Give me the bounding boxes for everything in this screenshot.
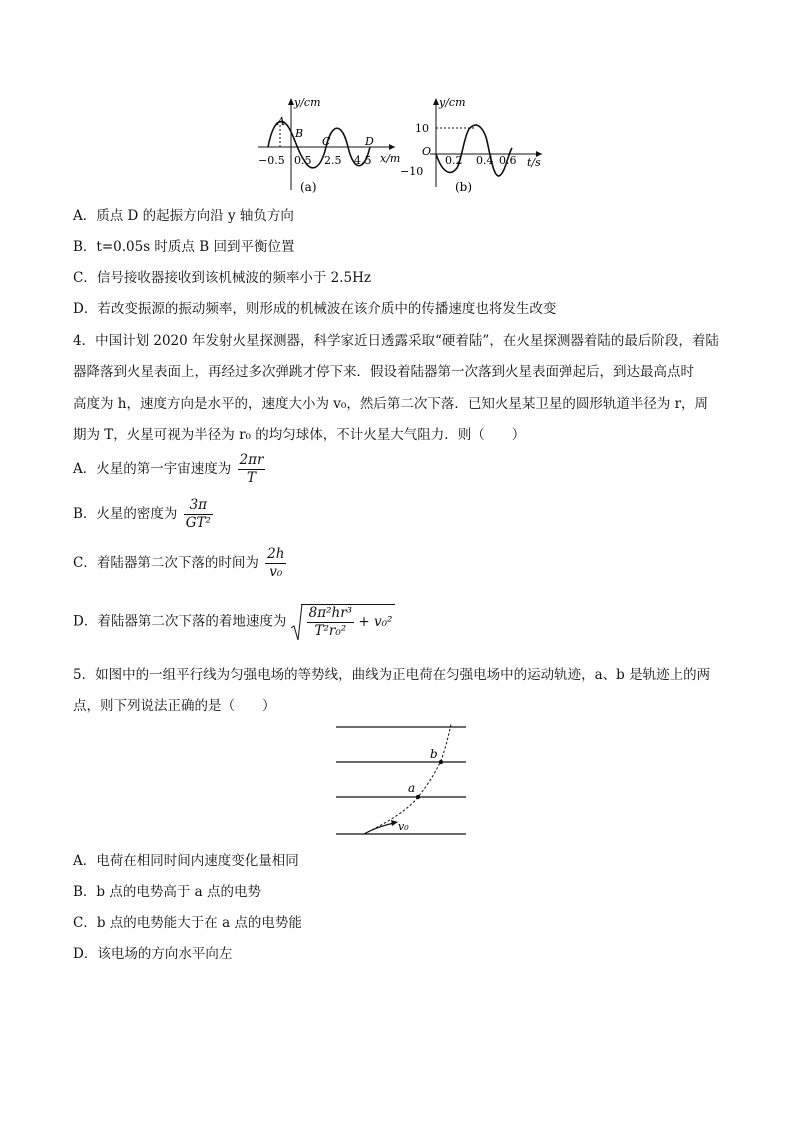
- fig-b-y-axis: y/cm: [439, 96, 466, 109]
- q4-option-d: [73, 604, 395, 640]
- option-text: 该电场的方向水平向左: [97, 946, 233, 962]
- radical-sign: [291, 604, 303, 644]
- q5-option-c: [73, 914, 302, 932]
- point-label-b: b: [430, 747, 438, 761]
- fraction-numerator: 3π: [184, 497, 213, 515]
- fraction: [184, 497, 213, 532]
- figure-a: [258, 96, 400, 194]
- option-text: 电荷在相同时间内速度变化量相同: [96, 853, 299, 869]
- velocity-label: v₀: [398, 820, 409, 833]
- fig-a-tick: 4.5: [354, 154, 372, 167]
- figure-b: [400, 96, 542, 194]
- radicand-tail: + v₀²: [358, 614, 393, 630]
- q5-option-b: [73, 883, 261, 901]
- q3-option-d: [73, 300, 556, 318]
- fig-b-caption: (b): [455, 180, 473, 194]
- option-text: 信号接收器接收到该机械波的频率小于 2.5Hz: [96, 270, 371, 286]
- option-letter: B．: [73, 506, 97, 522]
- fraction-denominator: GT²: [185, 515, 211, 531]
- option-text: b 点的电势高于 a 点的电势: [96, 884, 261, 900]
- q5-option-a: [73, 852, 299, 870]
- option-letter: A．: [73, 208, 97, 224]
- fig-a-tick: 0.5: [294, 154, 312, 167]
- fig-b-tick-y: 10: [415, 122, 429, 135]
- option-letter: C．: [73, 915, 97, 931]
- q4-option-a: [73, 452, 265, 487]
- point-label-d: D: [365, 135, 374, 148]
- option-letter: A．: [73, 853, 97, 869]
- q4-option-c: [73, 546, 286, 581]
- q5-stem-line: 5．如图中的一组平行线为匀强电场的等势线，曲线为正电荷在匀强电场中的运动轨迹，a、b 是轨迹上的两: [73, 667, 711, 683]
- option-text: 质点 D 的起振方向沿 y 轴负方向: [96, 208, 294, 224]
- option-letter: B．: [73, 239, 97, 255]
- q4-stem-line: 期为 T，火星可视为半径为 r₀ 的均匀球体，不计火星大气阻力．则（ ）: [73, 427, 526, 443]
- option-text: t=0.05s 时质点 B 回到平衡位置: [96, 239, 295, 255]
- q3-option-c: [73, 269, 371, 287]
- fig-b-origin: O: [422, 145, 432, 158]
- fraction-denominator: T: [247, 470, 257, 486]
- q5-stem-line: 点，则下列说法正确的是（ ）: [73, 698, 276, 714]
- fig-a-tick: 2.5: [324, 154, 342, 167]
- option-text: 火星的密度为: [96, 506, 178, 522]
- q3-option-b: [73, 238, 294, 256]
- fig-b-tick-x: 0.6: [499, 154, 517, 167]
- point-label-a: A: [277, 115, 285, 128]
- fig-a-tick: −0.5: [258, 154, 285, 167]
- option-letter: D．: [73, 613, 98, 630]
- option-letter: C．: [73, 555, 97, 571]
- fraction-numerator: 2h: [267, 546, 285, 562]
- fig-a-x-axis: x/m: [380, 152, 401, 165]
- point-label-b: B: [295, 127, 304, 140]
- fig-b-tick-x: 0.4: [476, 154, 494, 167]
- q4-option-b: [73, 497, 213, 532]
- point-label-a: a: [408, 781, 416, 795]
- square-root: [291, 604, 396, 640]
- fraction-denominator: v₀: [269, 564, 283, 580]
- option-text: 若改变振源的振动频率，则形成的机械波在该介质中的传播速度也将发生改变: [97, 301, 557, 317]
- fig-b-tick-x: 0.2: [445, 154, 463, 167]
- option-letter: C．: [73, 270, 97, 286]
- radicand: [301, 604, 396, 640]
- q4-stem-line: 高度为 h，速度方向是水平的，速度大小为 v₀，然后第二次下落．已知火星某卫星的圆形轨道半径为 r，周: [73, 396, 709, 412]
- q3-option-a: [73, 207, 294, 225]
- q4-stem-line: 4．中国计划 2020 年发射火星探测器，科学家近日透露采取“硬着陆”，在火星探测器着陆的最后阶段，着陆: [73, 333, 719, 349]
- fig-b-x-axis: t/s: [527, 156, 541, 169]
- fig-b-tick-y: −10: [400, 165, 424, 178]
- wave-figures: [250, 92, 550, 197]
- option-letter: B．: [73, 884, 97, 900]
- fig-a-y-axis: y/cm: [294, 96, 321, 109]
- option-text: b 点的电势能大于在 a 点的电势能: [96, 915, 302, 931]
- option-text: 着陆器第二次下落的时间为: [96, 555, 259, 571]
- option-letter: A．: [73, 461, 97, 477]
- q4-stem-line: 器降落到火星表面上，再经过多次弹跳才停下来．假设着陆器第一次落到火星表面弹起后，到达最高点时: [73, 364, 694, 380]
- option-letter: D．: [73, 301, 98, 317]
- option-text: 火星的第一宇宙速度为: [96, 461, 232, 477]
- electric-field-figure: [330, 720, 475, 840]
- option-text: 着陆器第二次下落的着地速度为: [97, 613, 287, 630]
- point-label-c: C: [322, 135, 331, 148]
- q5-option-d: [73, 945, 232, 963]
- fraction-numerator: 8π²hr³: [308, 605, 353, 621]
- fraction: [238, 452, 266, 487]
- fraction-denominator: T²r₀²: [314, 623, 347, 639]
- option-letter: D．: [73, 946, 98, 962]
- fraction: [265, 546, 286, 581]
- fig-a-caption: (a): [300, 180, 317, 194]
- fraction-numerator: 2πr: [239, 452, 264, 468]
- fraction: [307, 605, 354, 640]
